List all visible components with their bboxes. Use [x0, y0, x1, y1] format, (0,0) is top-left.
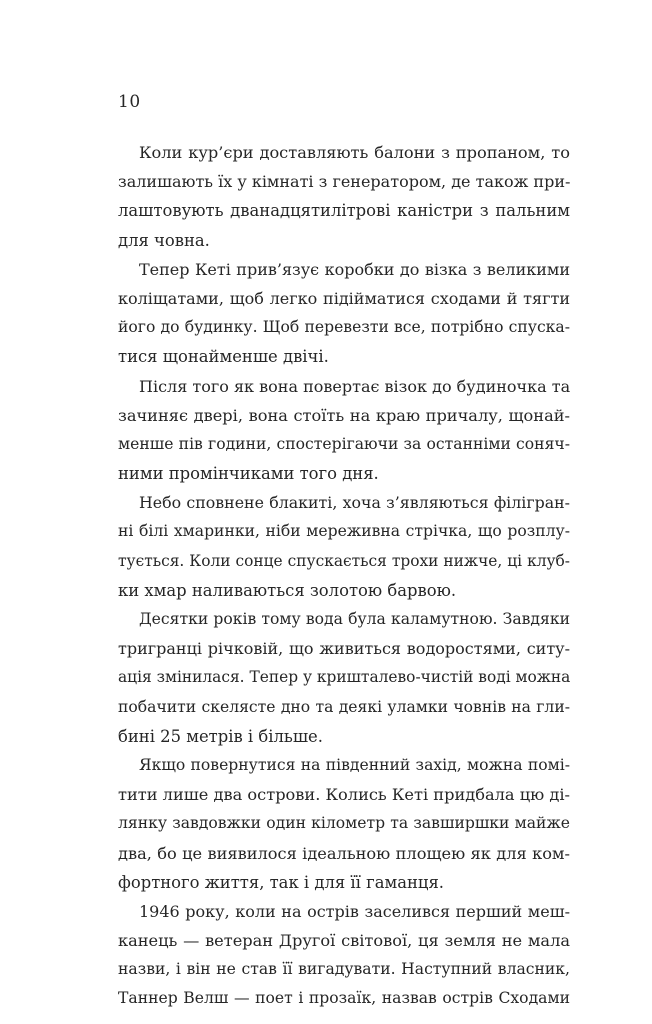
paragraph [118, 605, 570, 751]
text-line: Таннер Велш — поет і прозаїк, назвав острів Сходами [118, 989, 570, 1008]
text-line: Коли кур’єри доставляють балони з пропаном, то [139, 143, 570, 162]
text-line: канець — ветеран Другої світової, ця земля не мала [118, 931, 570, 951]
text-line: менше пів години, спостерігаючи за останніми соняч- [118, 434, 570, 453]
text-line: тується. Коли сонце спускається трохи нижче, ці клуб- [118, 551, 570, 570]
text-line: два, бо це виявилося ідеальною площею як для ком- [118, 843, 570, 863]
text-line: тити лише два острови. Колись Кеті придбала цю ді- [118, 785, 570, 805]
text-line: його до будинку. Щоб перевезти все, потрібно спуска- [118, 318, 570, 337]
text-line: Після того як вона повертає візок до будиночка та [139, 376, 571, 396]
text-line: коліщатами, щоб легко підійматися сходами й тягти [118, 288, 570, 308]
text-line: зачиняє двері, вона стоїть на краю причалу, щонай- [118, 405, 570, 425]
body-text [118, 138, 570, 1014]
text-line: бині 25 метрів і більше. [118, 726, 323, 746]
text-line: Десятки років тому вода була каламутною. Завдяки [139, 610, 570, 628]
text-line: 1946 року, коли на острів заселився перший меш- [139, 901, 570, 921]
paragraph [118, 372, 570, 489]
text-line: назви, і він не став її вигадувати. Наступний власник, [118, 960, 570, 979]
paragraph [118, 255, 570, 372]
text-line: тися щонайменше двічі. [118, 347, 329, 367]
text-line: фортного життя, так і для її гаманця. [118, 872, 445, 892]
text-line: лянку завдовжки один кілометр та завширшки майже [118, 814, 570, 833]
text-line: Якщо повернутися на південний захід, можна помі- [139, 755, 570, 774]
paragraph [118, 138, 570, 255]
text-line: Тепер Кеті прив’язує коробки до візка з великими [139, 259, 570, 279]
text-line: тригранці річковій, що живиться водоростями, ситу- [118, 639, 570, 659]
text-line: ки хмар наливаються золотою барвою. [118, 580, 457, 600]
text-line: Небо сповнене блакиті, хоча з’являються філігран- [139, 493, 570, 513]
paragraph [118, 897, 570, 1014]
text-line: ними промінчиками того дня. [118, 464, 379, 484]
paragraph [118, 488, 570, 605]
text-line: ні білі хмаринки, ніби мереживна стрічка, що розплу- [118, 522, 570, 541]
text-line: для човна. [118, 230, 210, 250]
text-line: ація змінилася. Тепер у кришталево-чистій воді можна [118, 668, 571, 687]
page-number: 10 [118, 92, 141, 112]
paragraph [118, 751, 570, 897]
text-line: побачити скелясте дно та деякі уламки човнів на гли- [118, 697, 570, 716]
text-line: залишають їх у кімнаті з генератором, де також при- [118, 172, 571, 192]
text-line: лаштовують дванадцятилітрові каністри з пальним [118, 201, 570, 221]
